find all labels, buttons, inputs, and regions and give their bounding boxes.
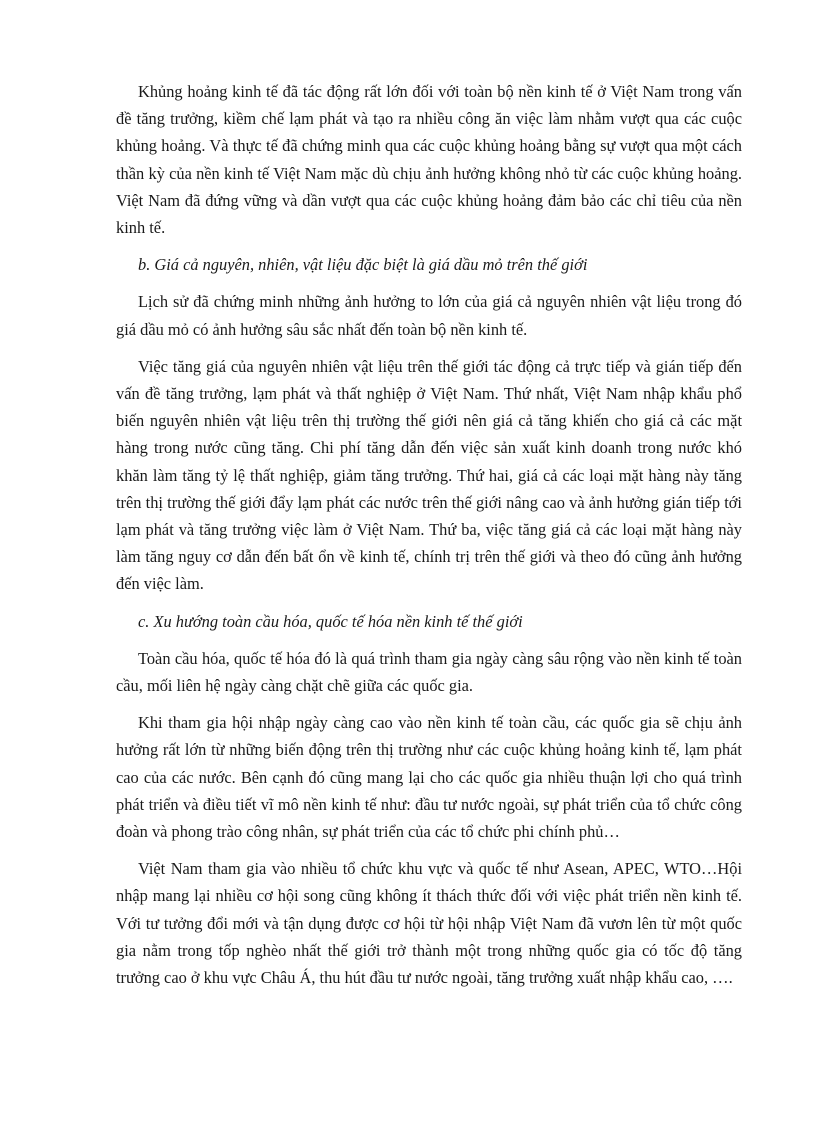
paragraph-economic-crisis: Khủng hoảng kinh tế đã tác động rất lớn đối với toàn bộ nền kinh tế ở Việt Nam trong vấn đề tăng trưởng, kiềm chế lạm phát và tạo ra nhiều công ăn việc làm nhằm vượt qua các cuộc khủng hoảng. Và thực tế đã chứng minh qua các cuộc khủng hoảng bằng sự vượt qua một cách thần kỳ của nền kinh tế Việt Nam mặc dù chịu ảnh hưởng không nhỏ từ các cuộc khủng hoảng. Việt Nam đã đứng vững và dần vượt qua các cuộc khủng hoảng đảm bảo các chỉ tiêu của nền kinh tế. [116, 82, 742, 238]
paragraph-history-prices: Lịch sử đã chứng minh những ảnh hưởng to lớn của giá cả nguyên nhiên vật liệu trong đó giá dầu mỏ có ảnh hưởng sâu sắc nhất đến toàn bộ nền kinh tế. [116, 292, 742, 339]
paragraph-integration: Khi tham gia hội nhập ngày càng cao vào nền kinh tế toàn cầu, các quốc gia sẽ chịu ảnh hưởng rất lớn từ những biến động trên thị trường như các cuộc khủng hoảng kinh tế, lạm phát cao của các nước. Bên cạnh đó cũng mang lại cho các quốc gia nhiều thuận lợi cho quá trình phát triển và điều tiết vĩ mô nền kinh tế như: đầu tư nước ngoài, sự phát triển của tổ chức công đoàn và phong trào công nhân, sự phát triển của các tổ chức phi chính phủ… [116, 713, 742, 842]
section-heading-c: c. Xu hướng toàn cầu hóa, quốc tế hóa nền kinh tế thế giới [138, 611, 523, 631]
section-heading-b: b. Giá cả nguyên, nhiên, vật liệu đặc biệt là giá dầu mỏ trên thế giới [138, 255, 588, 275]
paragraph-globalization: Toàn cầu hóa, quốc tế hóa đó là quá trình tham gia ngày càng sâu rộng vào nền kinh tế toàn cầu, mối liên hệ ngày càng chặt chẽ giữa các quốc gia. [116, 648, 742, 696]
paragraph-vietnam-organizations: Việt Nam tham gia vào nhiều tổ chức khu vực và quốc tế như Asean, APEC, WTO…Hội nhập mang lại nhiều cơ hội song cũng không ít thách thức đối với việc phát triển nền kinh tế. Với tư tưởng đổi mới và tận dụng được cơ hội từ hội nhập Việt Nam đã vươn lên từ một quốc gia nằm trong tốp nghèo nhất thế giới trở thành một trong những quốc gia có tốc độ tăng trưởng cao ở khu vực Châu Á, thu hút đầu tư nước ngoài, tăng trưởng xuất nhập khẩu cao, …. [116, 859, 742, 988]
paragraph-price-increase: Việc tăng giá của nguyên nhiên vật liệu trên thế giới tác động cả trực tiếp và gián tiếp đến vấn đề tăng trưởng, lạm phát và thất nghiệp ở Việt Nam. Thứ nhất, Việt Nam nhập khẩu phổ biến nguyên nhiên vật liệu trên thị trường thế giới nên giá cả tăng khiến cho giá cả các mặt hàng trong nước cũng tăng. Chi phí tăng dẫn đến việc sản xuất kinh doanh trong nước khó khăn làm tăng tỷ lệ thất nghiệp, giảm tăng trưởng. Thứ hai, giá cả các loại mặt hàng này tăng trên thị trường thế giới đẩy lạm phát các nước trên thế giới nâng cao và ảnh hưởng gián tiếp tới lạm phát và tăng trưởng việc làm ở Việt Nam. Thứ ba, việc tăng giá cả các loại mặt hàng này làm tăng nguy cơ dẫn đến bất ổn về kinh tế, chính trị trên thế giới và theo đó cũng ảnh hưởng đến việc làm. [116, 356, 742, 594]
document-page [116, 78, 742, 1001]
